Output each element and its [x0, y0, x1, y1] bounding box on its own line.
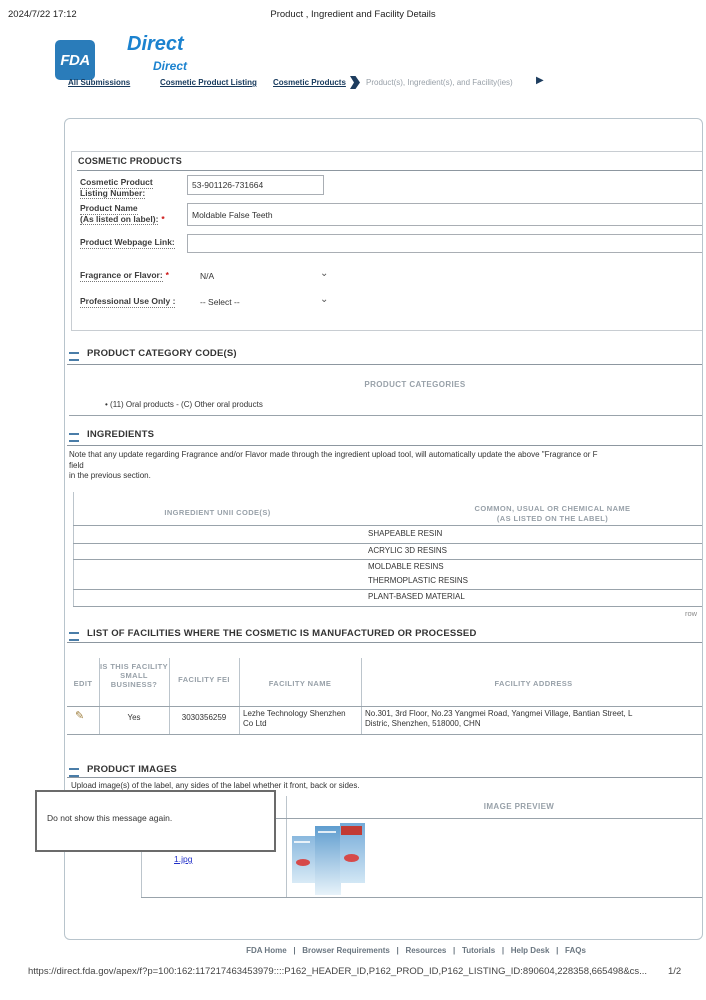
breadcrumb-next-icon[interactable]: ▶	[536, 75, 544, 86]
fei-cell: 3030356259	[181, 713, 227, 722]
row-count-label: row	[685, 609, 698, 618]
separator: |	[293, 946, 296, 955]
table-rule	[73, 525, 703, 526]
listing-number-label: Cosmetic Product Listing Number:	[80, 177, 153, 198]
section-product-category-title: PRODUCT CATEGORY CODE(S)	[87, 348, 237, 359]
package-panel	[315, 826, 341, 895]
facility-name-cell: Lezhe Technology Shenzhen Co Ltd	[243, 709, 346, 728]
column-border	[286, 796, 287, 897]
required-asterisk: *	[161, 213, 165, 224]
separator: |	[501, 946, 505, 955]
separator: |	[556, 946, 559, 955]
breadcrumb-current: Product(s), Ingredient(s), and Facility(ies)	[366, 78, 513, 87]
category-row: • (11) Oral products - (C) Other oral products	[105, 400, 263, 409]
webpage-link-label: Product Webpage Link:	[80, 237, 175, 247]
footer-link-resources[interactable]: Resources	[405, 946, 447, 955]
lips-art	[296, 859, 310, 866]
image-preview-header: IMAGE PREVIEW	[483, 802, 555, 811]
table-rule	[73, 589, 703, 590]
images-description: Upload image(s) of the label, any sides of the label whether it front, back or sides.	[71, 781, 360, 790]
breadcrumb-link-all-submissions[interactable]: All Submissions	[68, 78, 131, 87]
breadcrumb-link-cosmetic-product-listing[interactable]: Cosmetic Product Listing	[160, 78, 257, 87]
name-col-header-line1: COMMON, USUAL OR CHEMICAL NAME	[474, 504, 631, 513]
breadcrumb-arrow-icon	[350, 76, 360, 89]
collapse-icon[interactable]	[69, 768, 79, 777]
separator: |	[453, 946, 456, 955]
fda-logo-text: FDA	[60, 51, 90, 69]
section-facilities-title: LIST OF FACILITIES WHERE THE COSMETIC IS MANUFACTURED OR PROCESSED	[87, 628, 477, 639]
footer-link-tutorials[interactable]: Tutorials	[461, 946, 496, 955]
page-title: Product , Ingredient and Facility Details	[270, 9, 436, 20]
table-rule	[69, 415, 703, 416]
do-not-show-popup	[35, 790, 276, 852]
required-asterisk: *	[165, 270, 169, 280]
edit-header: EDIT	[73, 679, 93, 688]
package-badge	[341, 826, 362, 835]
file-link[interactable]: 1.jpg	[174, 854, 193, 864]
table-rule	[73, 559, 703, 560]
section-rule	[67, 445, 703, 446]
ingredients-note-line3: in the previous section.	[69, 471, 151, 480]
section-ingredients-title: INGREDIENTS	[87, 429, 155, 440]
table-rule	[67, 734, 703, 735]
page-number: 1/2	[668, 966, 682, 977]
fragrance-select[interactable]: N/A	[200, 271, 215, 281]
name-col-header-line2: (AS LISTED ON THE LABEL)	[496, 514, 609, 523]
ingredient-row: THERMOPLASTIC RESINS	[368, 576, 469, 585]
professional-label: Professional Use Only :	[80, 296, 176, 306]
package-text-line	[294, 841, 310, 843]
ingredient-row: SHAPEABLE RESIN	[368, 529, 443, 538]
section-product-images-title: PRODUCT IMAGES	[87, 764, 177, 775]
facility-address-line2: Distric, Shenzhen, 518000, CHN	[365, 719, 481, 728]
ingredient-row: PLANT-BASED MATERIAL	[368, 592, 465, 601]
fieldset-title-rule	[77, 170, 703, 171]
collapse-icon[interactable]	[69, 352, 79, 361]
print-datetime: 2024/7/22 17:12	[8, 9, 77, 20]
column-border	[239, 658, 240, 734]
chevron-down-icon[interactable]: ⌄	[320, 268, 329, 279]
footer-link-faqs[interactable]: FAQs	[565, 946, 586, 955]
print-url: https://direct.fda.gov/apex/f?p=100:162:117217463453979::::P162_HEADER_ID,P162_PROD_ID,P162_LISTING_ID:890604,228358,665498&cs...	[28, 966, 648, 977]
footer-link-fda-home[interactable]: FDA Home	[246, 946, 287, 955]
direct-wordmark-sub: Direct	[153, 59, 188, 73]
section-rule	[67, 364, 703, 365]
webpage-link-input[interactable]	[187, 234, 703, 253]
column-border	[361, 658, 362, 734]
ingredient-row: ACRYLIC 3D RESINS	[368, 546, 447, 555]
edit-pencil-icon[interactable]: ✎	[75, 710, 85, 722]
footer-links	[96, 946, 706, 955]
bullet-icon: •	[105, 400, 108, 409]
fieldset-title: COSMETIC PRODUCTS	[78, 156, 182, 166]
separator: |	[396, 946, 399, 955]
collapse-icon[interactable]	[69, 433, 79, 442]
footer-link-help-desk[interactable]: Help Desk	[510, 946, 550, 955]
chevron-down-icon[interactable]: ⌄	[320, 294, 329, 305]
fei-header: FACILITY FEI	[178, 675, 230, 684]
ingredients-note-line1: Note that any update regarding Fragrance and/or Flavor made through the ingredient upload tool, will automatically update the above "Fragrance or F	[69, 450, 598, 459]
fragrance-label: Fragrance or Flavor: *	[80, 270, 169, 280]
listing-number-input[interactable]	[187, 175, 324, 195]
small-business-header: IS THIS FACILITY SMALL BUSINESS?	[99, 662, 169, 689]
section-rule	[67, 642, 703, 643]
professional-select[interactable]: -- Select --	[200, 297, 240, 307]
facility-address-header: FACILITY ADDRESS	[494, 679, 573, 688]
ingredients-note-line2: field	[69, 461, 84, 470]
facility-address-line1: No.301, 3rd Floor, No.23 Yangmei Road, Yangmei Village, Bantian Street, L	[365, 709, 633, 718]
fda-logo	[55, 40, 95, 80]
unii-col-header: INGREDIENT UNII CODE(S)	[164, 508, 271, 517]
table-rule	[67, 706, 703, 707]
collapse-icon[interactable]	[69, 632, 79, 641]
product-image-thumbnail[interactable]	[291, 823, 365, 895]
direct-wordmark: Direct	[127, 33, 184, 55]
product-categories-header: PRODUCT CATEGORIES	[364, 380, 466, 389]
cosmetic-products-fieldset	[71, 151, 703, 331]
table-rule	[73, 606, 703, 607]
table-rule	[73, 543, 703, 544]
ingredient-row: MOLDABLE RESINS	[368, 562, 444, 571]
facility-name-header: FACILITY NAME	[268, 679, 332, 688]
product-name-label: Product Name (As listed on label): *	[80, 203, 165, 224]
breadcrumb-link-cosmetic-products[interactable]: Cosmetic Products	[273, 78, 346, 87]
popup-message: Do not show this message again.	[47, 813, 173, 823]
section-rule	[67, 777, 703, 778]
footer-link-browser-requirements[interactable]: Browser Requirements	[302, 946, 390, 955]
table-rule	[141, 897, 703, 898]
package-text-line	[318, 831, 336, 833]
product-name-input[interactable]	[187, 203, 703, 226]
small-business-cell: Yes	[127, 713, 141, 722]
lips-art	[344, 854, 359, 862]
